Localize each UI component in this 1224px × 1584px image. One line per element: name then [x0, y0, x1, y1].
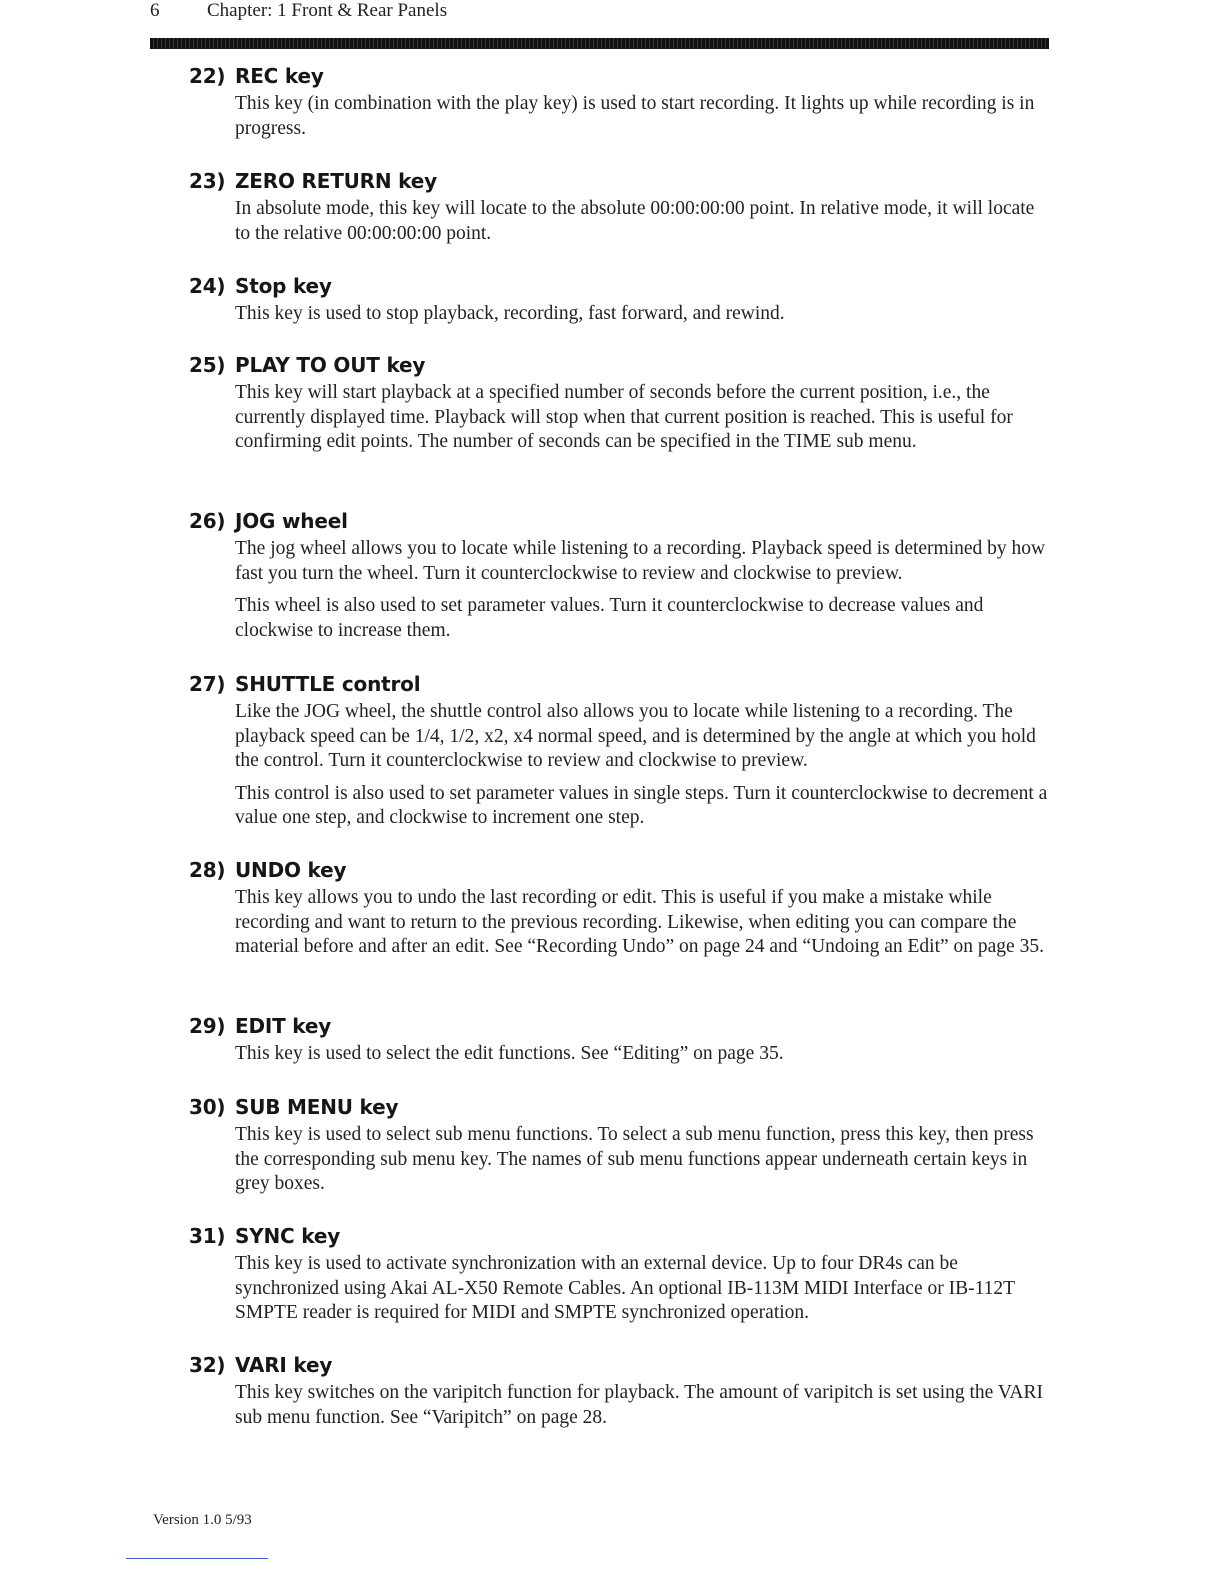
entry-paragraph: This key is used to stop playback, recording, fast forward, and rewind. [235, 303, 785, 324]
entry-number: 32) [189, 1353, 226, 1377]
entry-number: 29) [189, 1014, 226, 1038]
entry-zero-return-key [189, 169, 1049, 246]
entry-heading [189, 169, 1049, 197]
entry-title: REC key [235, 64, 324, 88]
entry-paragraph: This key is used to select the edit functions. See “Editing” on page 35. [235, 1043, 784, 1064]
entry-title: JOG wheel [235, 509, 348, 533]
entry-paragraph: This key is used to select sub menu functions. To select a sub menu function, press this key, then press the corresponding sub menu key. The names of sub menu functions appear underneath certain keys in grey boxes. [235, 1124, 1034, 1195]
entry-title: SUB MENU key [235, 1095, 399, 1119]
entry-title: PLAY TO OUT key [235, 353, 426, 377]
entry-heading [189, 1353, 1049, 1381]
entry-heading [189, 672, 1049, 700]
entry-title: ZERO RETURN key [235, 169, 437, 193]
entry-paragraph: This key (in combination with the play key) is used to start recording. It lights up while recording is in progress. [235, 93, 1035, 139]
entry-edit-key [189, 1014, 1049, 1067]
entry-number: 27) [189, 672, 226, 696]
entry-paragraph: This key switches on the varipitch function for playback. The amount of varipitch is set using the VARI sub menu function. See “Varipitch” on page 28. [235, 1382, 1044, 1428]
page-number: 6 [150, 0, 160, 21]
entry-number: 31) [189, 1224, 226, 1248]
entry-sub-menu-key [189, 1095, 1049, 1197]
entry-heading [189, 1095, 1049, 1123]
entry-jog-wheel [189, 509, 1049, 643]
entry-paragraph: In absolute mode, this key will locate to the absolute 00:00:00:00 point. In relative mode, it will locate to the relative 00:00:00:00 point. [235, 198, 1035, 244]
entry-undo-key [189, 858, 1049, 960]
entry-number: 28) [189, 858, 226, 882]
entry-title: EDIT key [235, 1014, 332, 1038]
entry-sync-key [189, 1224, 1049, 1326]
chapter-title: Chapter: 1 Front & Rear Panels [207, 0, 448, 21]
entry-heading [189, 509, 1049, 537]
entry-heading [189, 64, 1049, 92]
entry-shuttle-control [189, 672, 1049, 831]
entry-heading [189, 353, 1049, 381]
entry-heading [189, 1224, 1049, 1252]
entry-number: 26) [189, 509, 226, 533]
entry-title: VARI key [235, 1353, 333, 1377]
entry-number: 23) [189, 169, 226, 193]
footer-line [126, 1558, 268, 1559]
entry-paragraph: Like the JOG wheel, the shuttle control also allows you to locate while listening to a recording. The playback speed can be 1/4, 1/2, x2, x4 normal speed, and is determined by the angle at which you hold the control. Turn it counterclockwise to review and clockwise to preview. [235, 701, 1036, 772]
entry-title: Stop key [235, 274, 332, 298]
entry-paragraph: This key allows you to undo the last recording or edit. This is useful if you make a mistake while recording and want to return to the previous recording. Likewise, when editing you can compare the material before and after an edit. See “Recording Undo” on page 24 and “Undoing an Edit” on page 35. [235, 887, 1044, 958]
entry-paragraph: The jog wheel allows you to locate while listening to a recording. Playback speed is determined by how fast you turn the wheel. Turn it counterclockwise to review and clockwise to preview. [235, 538, 1046, 584]
entry-paragraph: This control is also used to set parameter values in single steps. Turn it counterclockwise to decrement a value one step, and clockwise to increment one step. [235, 782, 1048, 829]
entry-title: UNDO key [235, 858, 347, 882]
entry-number: 22) [189, 64, 226, 88]
entry-heading [189, 858, 1049, 886]
entry-heading [189, 274, 1049, 302]
header-rule [150, 38, 1049, 49]
entry-title: SYNC key [235, 1224, 341, 1248]
entry-stop-key [189, 274, 1049, 327]
entry-number: 30) [189, 1095, 226, 1119]
entry-paragraph: This key is used to activate synchronization with an external device. Up to four DR4s can be synchronized using Akai AL-X50 Remote Cables. An optional IB-113M MIDI Interface or IB-112T SMPTE reader is required for MIDI and SMPTE synchronized operation. [235, 1253, 1015, 1324]
entry-title: SHUTTLE control [235, 672, 421, 696]
entry-paragraph: This wheel is also used to set parameter values. Turn it counterclockwise to decrease values and clockwise to increase them. [235, 595, 984, 641]
entry-number: 24) [189, 274, 226, 298]
entry-number: 25) [189, 353, 226, 377]
entry-heading [189, 1014, 1049, 1042]
entry-rec-key [189, 64, 1049, 141]
entry-vari-key [189, 1353, 1049, 1430]
entry-paragraph: This key will start playback at a specified number of seconds before the current position, i.e., the currently displayed time. Playback will stop when that current position is reached. This is useful for confirming edit points. The number of seconds can be specified in the TIME sub menu. [235, 382, 1013, 453]
entry-play-to-out-key [189, 353, 1049, 455]
version-footer: Version 1.0 5/93 [153, 1512, 252, 1528]
